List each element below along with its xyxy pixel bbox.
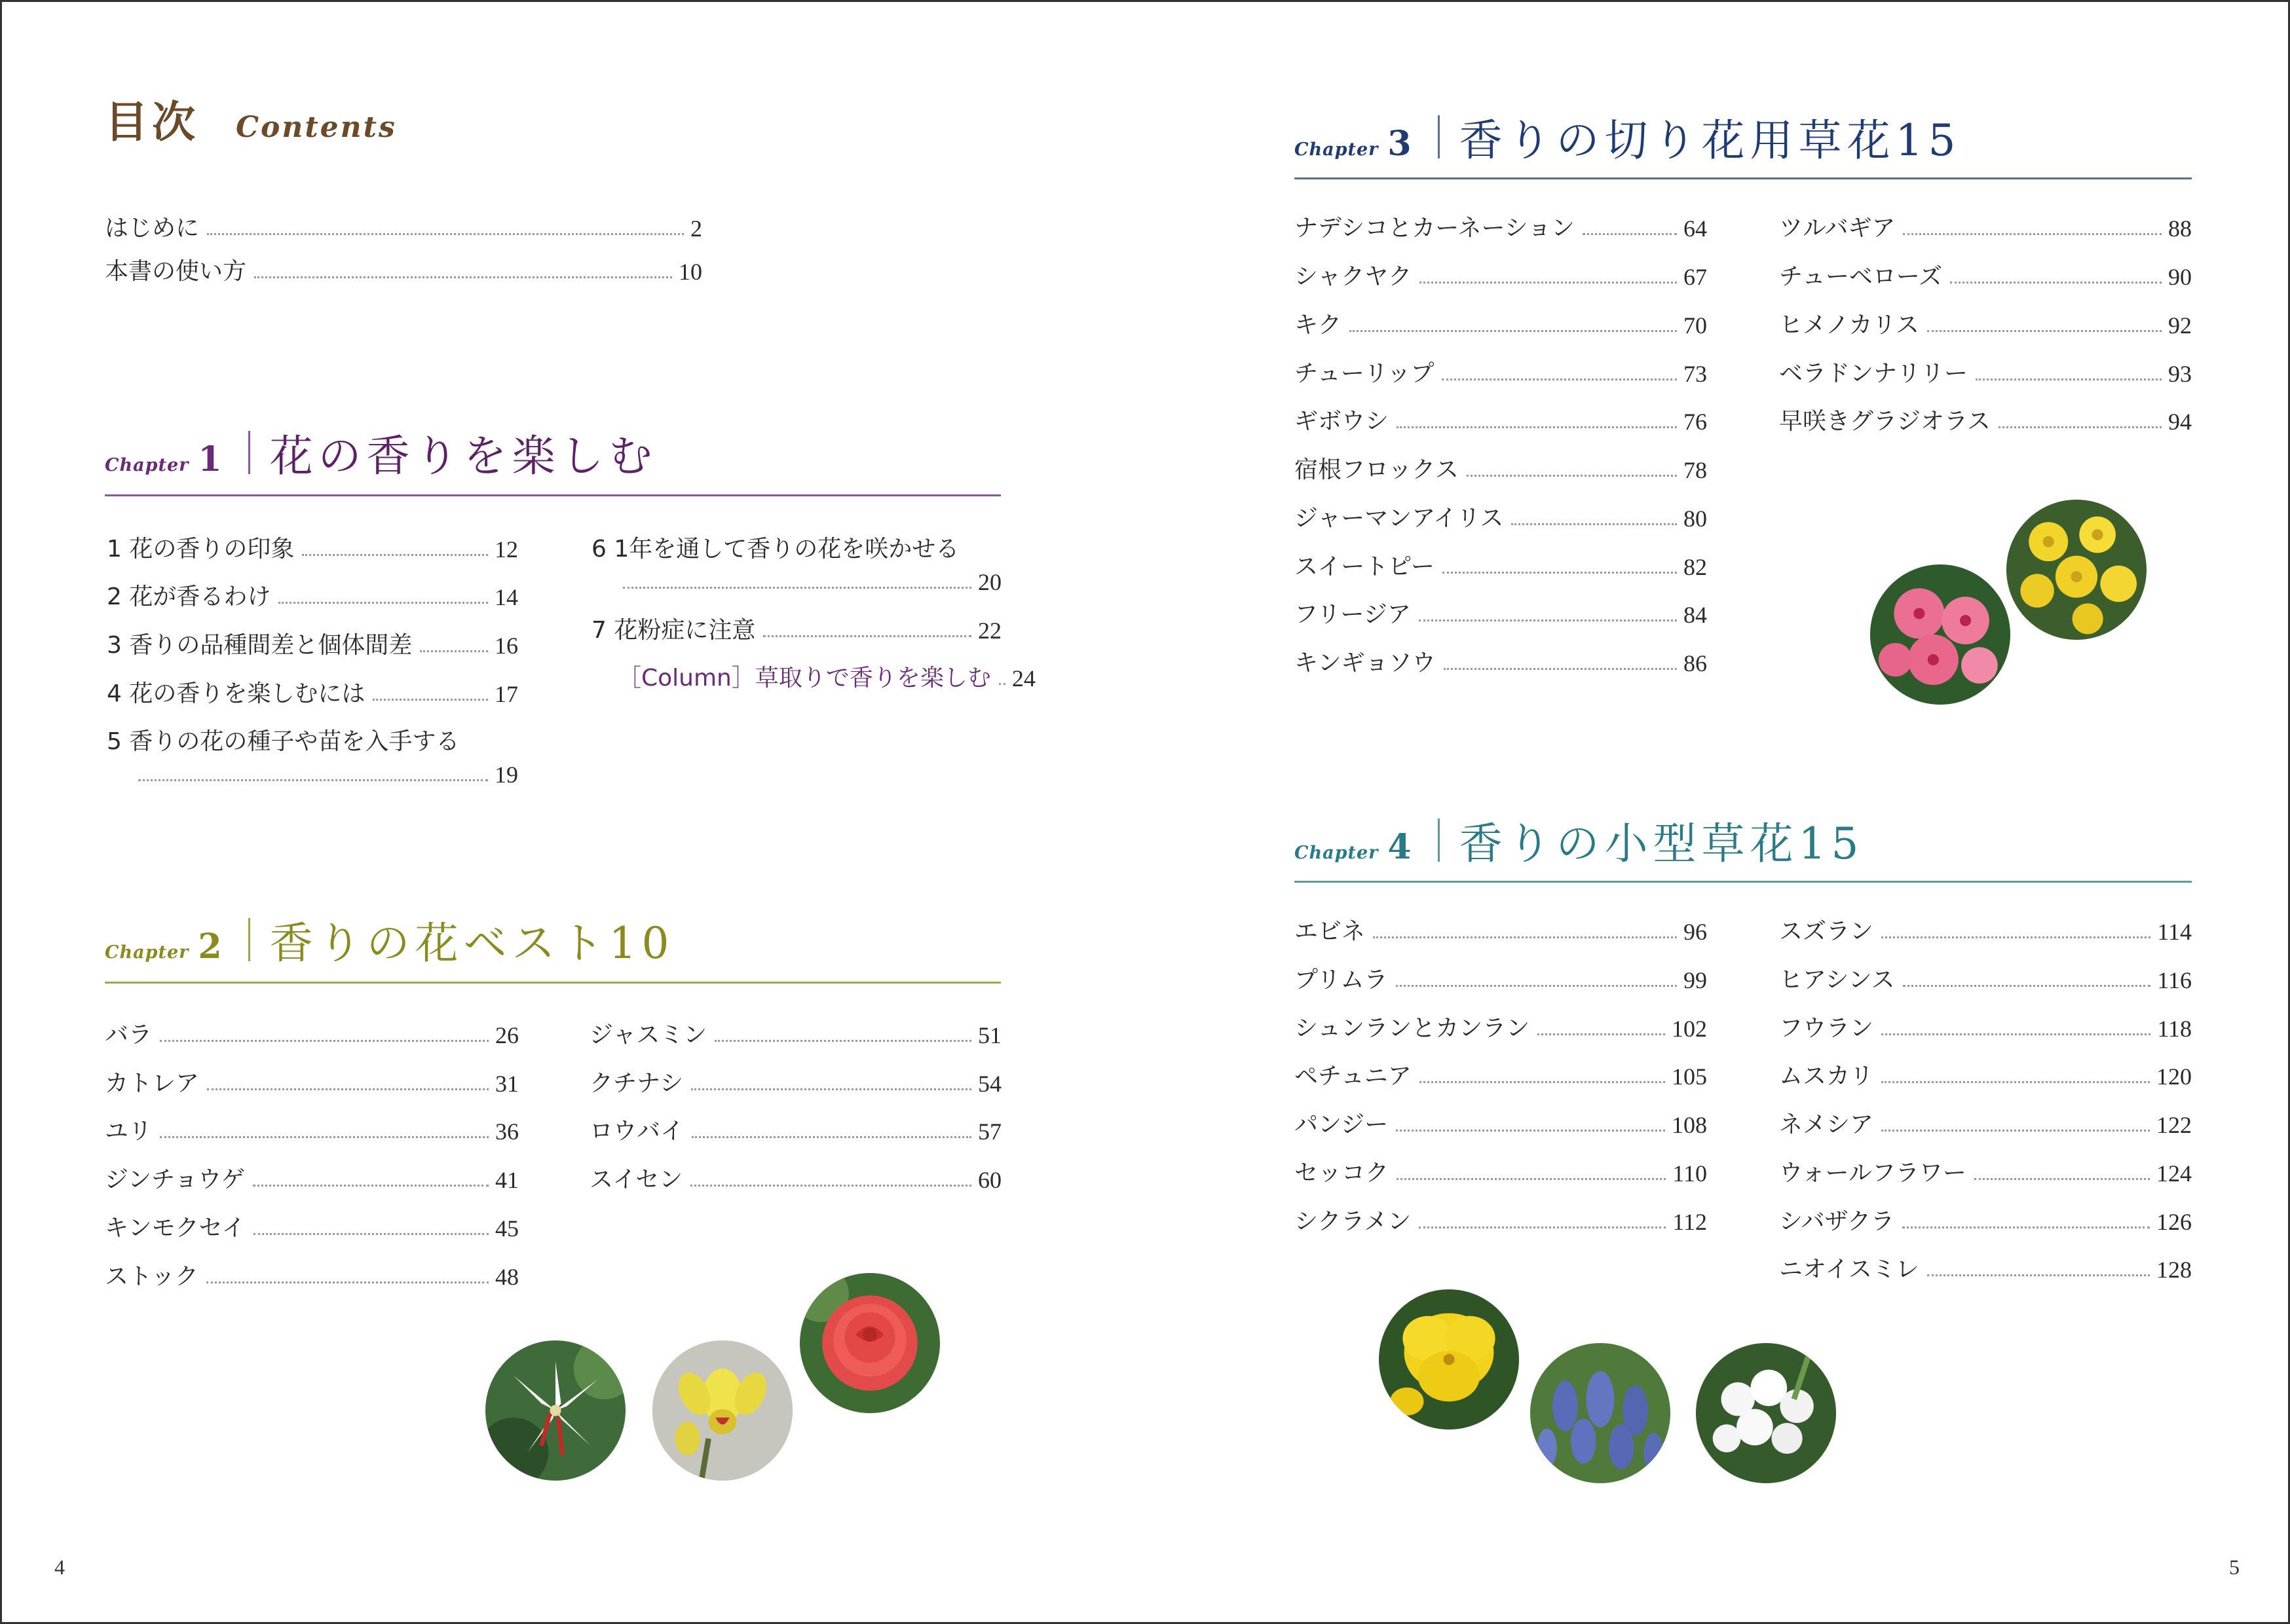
- toc-entry[interactable]: シバザクラ 126: [1779, 1208, 2192, 1235]
- pansy-photo: [1379, 1289, 1519, 1430]
- toc-entry[interactable]: ロウバイ 57: [590, 1118, 1002, 1145]
- toc-entry[interactable]: キンギョソウ 86: [1294, 650, 1707, 676]
- toc-entry[interactable]: 7 花粉症に注意 22: [591, 617, 1002, 644]
- toc-entry[interactable]: キク 70: [1294, 312, 1707, 339]
- toc-entry[interactable]: ヒアシンス 116: [1779, 967, 2192, 993]
- cattleya-photo: [652, 1340, 793, 1481]
- toc-entry[interactable]: スズラン 114: [1779, 918, 2192, 945]
- toc-entry[interactable]: 早咲きグラジオラス 94: [1779, 408, 2192, 435]
- toc-entry[interactable]: ツルバギア 88: [1779, 215, 2192, 242]
- toc-entry[interactable]: 本書の使い方 10: [105, 258, 702, 285]
- page-number-right: 5: [2229, 1555, 2240, 1579]
- toc-entry[interactable]: ギボウシ 76: [1294, 408, 1707, 435]
- hyacinth-photo: [1696, 1343, 1836, 1483]
- chapter-4-rule: [1294, 881, 2192, 883]
- toc-entry[interactable]: 3 香りの品種間差と個体間差 16: [107, 632, 518, 659]
- left-page: [2, 2, 1147, 1624]
- toc-entry[interactable]: フリージア 84: [1294, 601, 1707, 628]
- chapter-1-header: Chapter 1 花の香りを楽しむ: [105, 431, 658, 481]
- toc-entry[interactable]: チューベローズ 90: [1779, 263, 2192, 290]
- toc-entry[interactable]: ジャーマンアイリス 80: [1294, 505, 1707, 532]
- toc-entry[interactable]: ペチュニア 105: [1294, 1063, 1707, 1090]
- toc-entry[interactable]: 4 花の香りを楽しむには 17: [107, 680, 518, 707]
- toc-entry[interactable]: ムスカリ 120: [1779, 1063, 2192, 1090]
- right-page: [1147, 2, 2290, 1624]
- toc-entry[interactable]: ユリ 36: [105, 1118, 519, 1145]
- toc-entry-column[interactable]: ［Column］草取りで香りを楽しむ 24: [618, 665, 1036, 692]
- chapter-3-header: Chapter 3 香りの切り花用草花15: [1294, 115, 1961, 166]
- toc-entry[interactable]: シクラメン 112: [1294, 1208, 1707, 1235]
- toc-entry[interactable]: シャクヤク 67: [1294, 263, 1707, 290]
- toc-entry[interactable]: ベラドンナリリー 93: [1779, 360, 2192, 387]
- toc-entry[interactable]: 6 1年を通して香りの花を咲かせる 20: [591, 536, 1002, 595]
- toc-entry[interactable]: 2 花が香るわけ 14: [107, 583, 518, 610]
- toc-entry[interactable]: エビネ 96: [1294, 918, 1707, 945]
- toc-entry[interactable]: ジンチョウゲ 41: [105, 1166, 519, 1193]
- toc-entry[interactable]: 宿根フロックス 78: [1294, 456, 1707, 483]
- rose-photo: [800, 1273, 940, 1413]
- toc-entry[interactable]: 1 花の香りの印象 12: [107, 536, 518, 563]
- lily-photo: [485, 1340, 626, 1481]
- toc-entry[interactable]: フウラン 118: [1779, 1015, 2192, 1042]
- toc-entry[interactable]: スイセン 60: [590, 1166, 1002, 1193]
- toc-entry[interactable]: バラ 26: [105, 1022, 519, 1048]
- toc-entry[interactable]: チューリップ 73: [1294, 360, 1707, 387]
- chapter-4-header: Chapter 4 香りの小型草花15: [1294, 819, 1864, 869]
- toc-entry[interactable]: ナデシコとカーネーション 64: [1294, 215, 1707, 242]
- chapter-3-rule: [1294, 177, 2192, 179]
- toc-entry[interactable]: ニオイスミレ 128: [1779, 1256, 2192, 1283]
- toc-entry[interactable]: ネメシア 122: [1779, 1111, 2192, 1138]
- toc-entry[interactable]: セッコク 110: [1294, 1160, 1707, 1187]
- toc-entry[interactable]: はじめに 2: [105, 215, 702, 242]
- muscari-photo: [1530, 1343, 1670, 1483]
- chrysanthemum-photo: [2006, 500, 2147, 640]
- chapter-2-rule: [105, 982, 1001, 984]
- toc-entry[interactable]: シュンランとカンラン 102: [1294, 1015, 1707, 1042]
- chapter-1-rule: [105, 494, 1001, 496]
- toc-title-jp: 目次: [105, 96, 199, 147]
- toc-entry[interactable]: パンジー 108: [1294, 1111, 1707, 1138]
- toc-title-en: Contents: [236, 111, 397, 144]
- chapter-2-header: Chapter 2 香りの花ベスト10: [105, 918, 675, 969]
- toc-entry[interactable]: ストック 48: [105, 1263, 519, 1290]
- toc-entry[interactable]: ウォールフラワー 124: [1779, 1160, 2192, 1187]
- toc-entry[interactable]: キンモクセイ 45: [105, 1215, 519, 1242]
- page-number-left: 4: [54, 1555, 65, 1579]
- phlox-photo: [1870, 564, 2010, 705]
- toc-entry[interactable]: クチナシ 54: [590, 1070, 1002, 1097]
- toc-entry[interactable]: 5 香りの花の種子や苗を入手する 19: [107, 728, 518, 788]
- toc-entry[interactable]: スイートピー 82: [1294, 553, 1707, 580]
- toc-entry[interactable]: カトレア 31: [105, 1070, 519, 1097]
- toc-title: [105, 87, 397, 149]
- toc-entry[interactable]: プリムラ 99: [1294, 967, 1707, 993]
- toc-entry[interactable]: ジャスミン 51: [590, 1022, 1002, 1048]
- toc-entry[interactable]: ヒメノカリス 92: [1779, 312, 2192, 339]
